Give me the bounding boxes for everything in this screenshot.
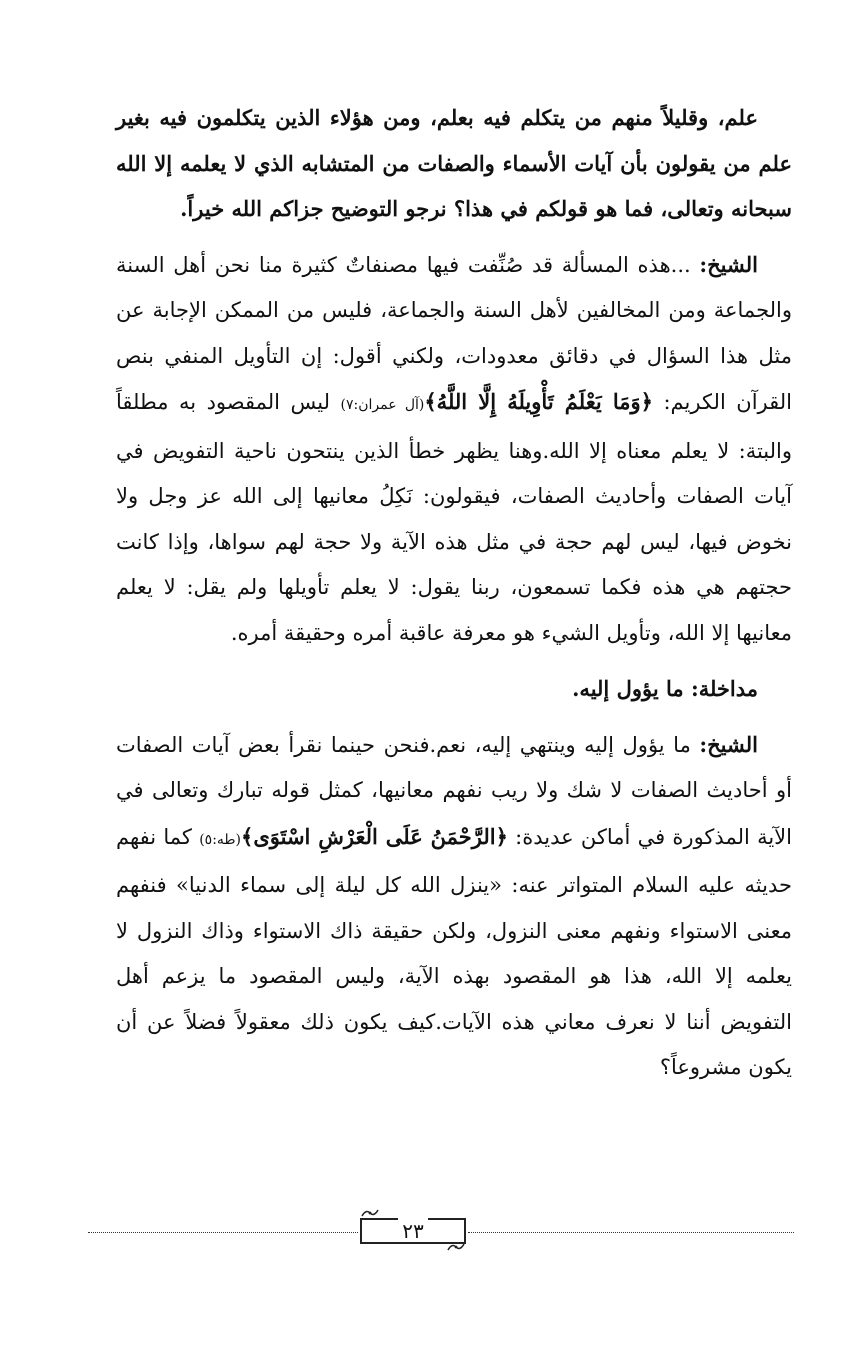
answer-text-part-a: ما يؤول إليه وينتهي إليه، نعم.فنحن حينما نقرأ بعض آيات الصفات أو أحاديث الصفات لا شك ولا ريب نفهم معانيها، كمثل قوله تبارك وتعالى في الآية المذكورة في أماكن عديدة: [116,732,792,849]
question-paragraph [116,95,792,232]
answer-text-part-a: ...هذه المسألة قد صُنِّفت فيها مصنفاتٌ كثيرة منا نحن أهل السنة والجماعة ومن المخالفين لأهل السنة والجماعة، فليس من الممكن الإجابة عن مثل هذا السؤال في دقائق معدودات، ولكني أقول: إن التأويل المنفي بنص القرآن الكريم: [116,252,792,414]
footer-rule-right [468,1232,794,1233]
quran-verse: ﴿الرَّحْمَنُ عَلَى الْعَرْشِ اسْتَوَى﴾ [241,823,508,849]
page-number: ٢٣ [402,1219,424,1243]
verse-reference: (طه:٥) [199,831,242,848]
answer-text-part-b: كما نفهم حديثه عليه السلام المتواتر عنه: «ينزل الله كل ليلة إلى سماء الدنيا» فنفهم معنى الاستواء ونفهم معنى النزول، ولكن حقيقة ذاك الاستواء وذاك النزول لا يعلمه إلا الله، هذا هو المقصود بهذه الآية، وليس المقصود ما يزعم أهل التفويض أننا لا نعرف معاني هذه الآيات.كيف يكون ذلك معقولاً فضلاً عن أن يكون مشروعاً؟ [116,824,792,1079]
footer-rule-left [88,1232,358,1233]
ornament-icon [360,1208,380,1218]
interjection-text: ما يؤول إليه. [572,676,691,701]
speaker-label: الشيخ: [699,251,758,277]
page-footer [88,1218,794,1248]
question-text: علم، وقليلاً منهم من يتكلم فيه بعلم، ومن هؤلاء الذين يتكلمون فيه بغير علم من يقولون بأن آيات الأسماء والصفات من المتشابه الذي لا يعلمه إلا الله سبحانه وتعالى، فما هو قولكم في هذا؟ نرجو التوضيح جزاكم الله خيراً. [116,105,792,221]
ornament-icon [446,1242,466,1252]
answer-text-part-b: ليس المقصود به مطلقاً والبتة: لا يعلم معناه إلا الله.وهنا يظهر خطأ الذين ينتحون ناحية التفويض في آيات الصفات وأحاديث الصفات، فيقولون: نَكِلُ معانيها إلى الله عز وجل ولا نخوض فيها، ليس لهم حجة في مثل هذه الآية ولا حجة لهم سواها، وإذا كانت حجتهم هي هذه فكما تسمعون، ربنا يقول: لا يعلم تأويلها ولم يقل: لا يعلم معانيها إلا الله، وتأويل الشيء هو معرفة عاقبة أمره وحقيقة أمره. [116,390,792,645]
speaker-label: الشيخ: [699,731,758,757]
answer-paragraph-2 [116,722,792,1091]
interjection-paragraph [116,666,792,712]
page-body [116,95,792,1101]
speaker-label: مداخلة: [690,676,758,701]
verse-reference: (آل عمران:٧) [340,397,425,413]
page-number-frame [360,1218,466,1244]
answer-paragraph-1 [116,242,792,657]
quran-verse: ﴿وَمَا يَعْلَمُ تَأْوِيلَهُ إِلَّا اللَّهُ﴾ [424,389,653,414]
